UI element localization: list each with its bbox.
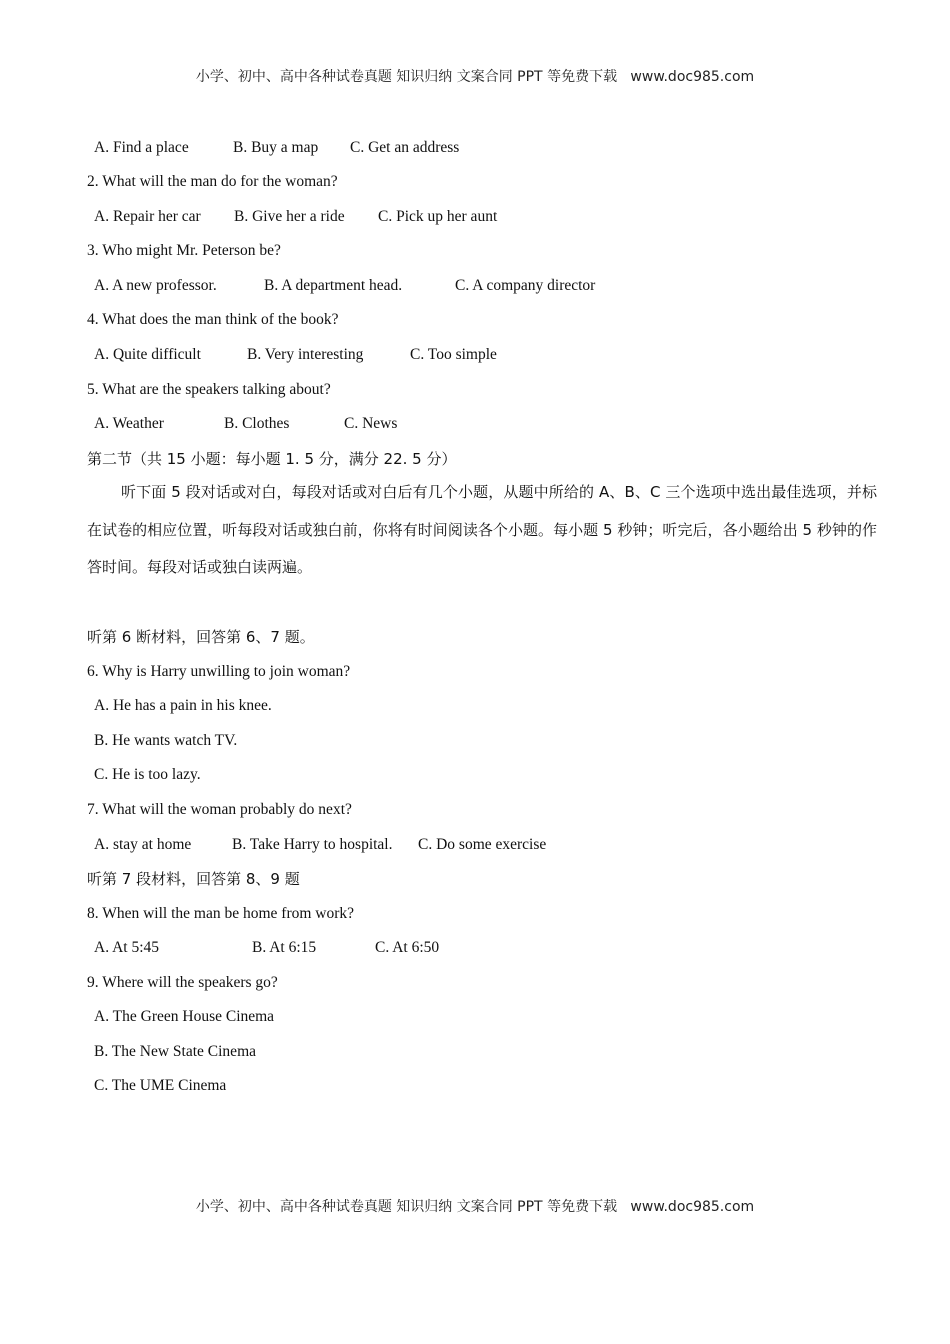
q5-option-c: C. News bbox=[344, 415, 398, 432]
footer-banner: 小学、初中、高中各种试卷真题 知识归纳 文案合同 PPT 等免费下载 www.doc985.com bbox=[195, 1199, 755, 1215]
q1-option-b: B. Buy a map bbox=[233, 139, 319, 156]
q2-option-a: A. Repair her car bbox=[94, 208, 201, 225]
q6-option-a: A. He has a pain in his knee. bbox=[94, 697, 272, 714]
q2-question: 2. What will the man do for the woman? bbox=[87, 173, 338, 190]
q1-option-a: A. Find a place bbox=[94, 139, 189, 156]
q7-option-c: C. Do some exercise bbox=[418, 836, 547, 853]
q8-option-c: C. At 6:50 bbox=[375, 939, 440, 956]
q3-question: 3. Who might Mr. Peterson be? bbox=[87, 242, 281, 259]
q9-option-b: B. The New State Cinema bbox=[94, 1043, 257, 1060]
q8-question: 8. When will the man be home from work? bbox=[87, 905, 355, 922]
q6-question: 6. Why is Harry unwilling to join woman? bbox=[87, 663, 351, 680]
part7-heading: 听第 7 段材料，回答第 8、9 题 bbox=[87, 870, 300, 888]
q3-option-b: B. A department head. bbox=[264, 277, 403, 294]
q4-option-c: C. Too simple bbox=[410, 346, 497, 363]
q7-question: 7. What will the woman probably do next? bbox=[87, 801, 352, 818]
q9-question: 9. Where will the speakers go? bbox=[87, 974, 278, 991]
q3-option-c: C. A company director bbox=[455, 277, 596, 294]
q5-option-a: A. Weather bbox=[94, 415, 164, 432]
q2-option-b: B. Give her a ride bbox=[234, 208, 345, 225]
q1-option-c: C. Get an address bbox=[350, 139, 460, 156]
q7-option-b: B. Take Harry to hospital. bbox=[232, 836, 393, 853]
part6-heading: 听第 6 断材料，回答第 6、7 题。 bbox=[87, 628, 315, 646]
q4-option-a: A. Quite difficult bbox=[94, 346, 201, 363]
header-banner: 小学、初中、高中各种试卷真题 知识归纳 文案合同 PPT 等免费下载 www.doc985.com bbox=[195, 69, 755, 85]
section2-title: 第二节（共 15 小题：每小题 1. 5 分，满分 22. 5 分） bbox=[87, 450, 457, 468]
q2-option-c: C. Pick up her aunt bbox=[378, 208, 498, 225]
q9-option-c: C. The UME Cinema bbox=[94, 1077, 227, 1094]
q9-option-a: A. The Green House Cinema bbox=[94, 1008, 275, 1025]
q5-question: 5. What are the speakers talking about? bbox=[87, 381, 331, 398]
q6-option-b: B. He wants watch TV. bbox=[94, 732, 238, 749]
q4-option-b: B. Very interesting bbox=[247, 346, 364, 363]
q6-option-c: C. He is too lazy. bbox=[94, 766, 201, 783]
q7-option-a: A. stay at home bbox=[94, 836, 192, 853]
section2-instructions: 听下面 5 段对话或对白，每段对话或对白后有几个小题，从题中所给的 A、B、C 三个选项中选出最佳选项，并标在试卷的相应位置，听每段对话或独白前，你将有时间阅读各个小题。每小题 5 秒钟；听完后，各小题给出 5 秒钟的作答时间。每段对话或独白读两遍。 bbox=[87, 483, 877, 576]
q8-option-b: B. At 6:15 bbox=[252, 939, 317, 956]
q8-option-a: A. At 5:45 bbox=[94, 939, 160, 956]
q4-question: 4. What does the man think of the book? bbox=[87, 311, 339, 328]
q3-option-a: A. A new professor. bbox=[94, 277, 217, 294]
q5-option-b: B. Clothes bbox=[224, 415, 290, 432]
